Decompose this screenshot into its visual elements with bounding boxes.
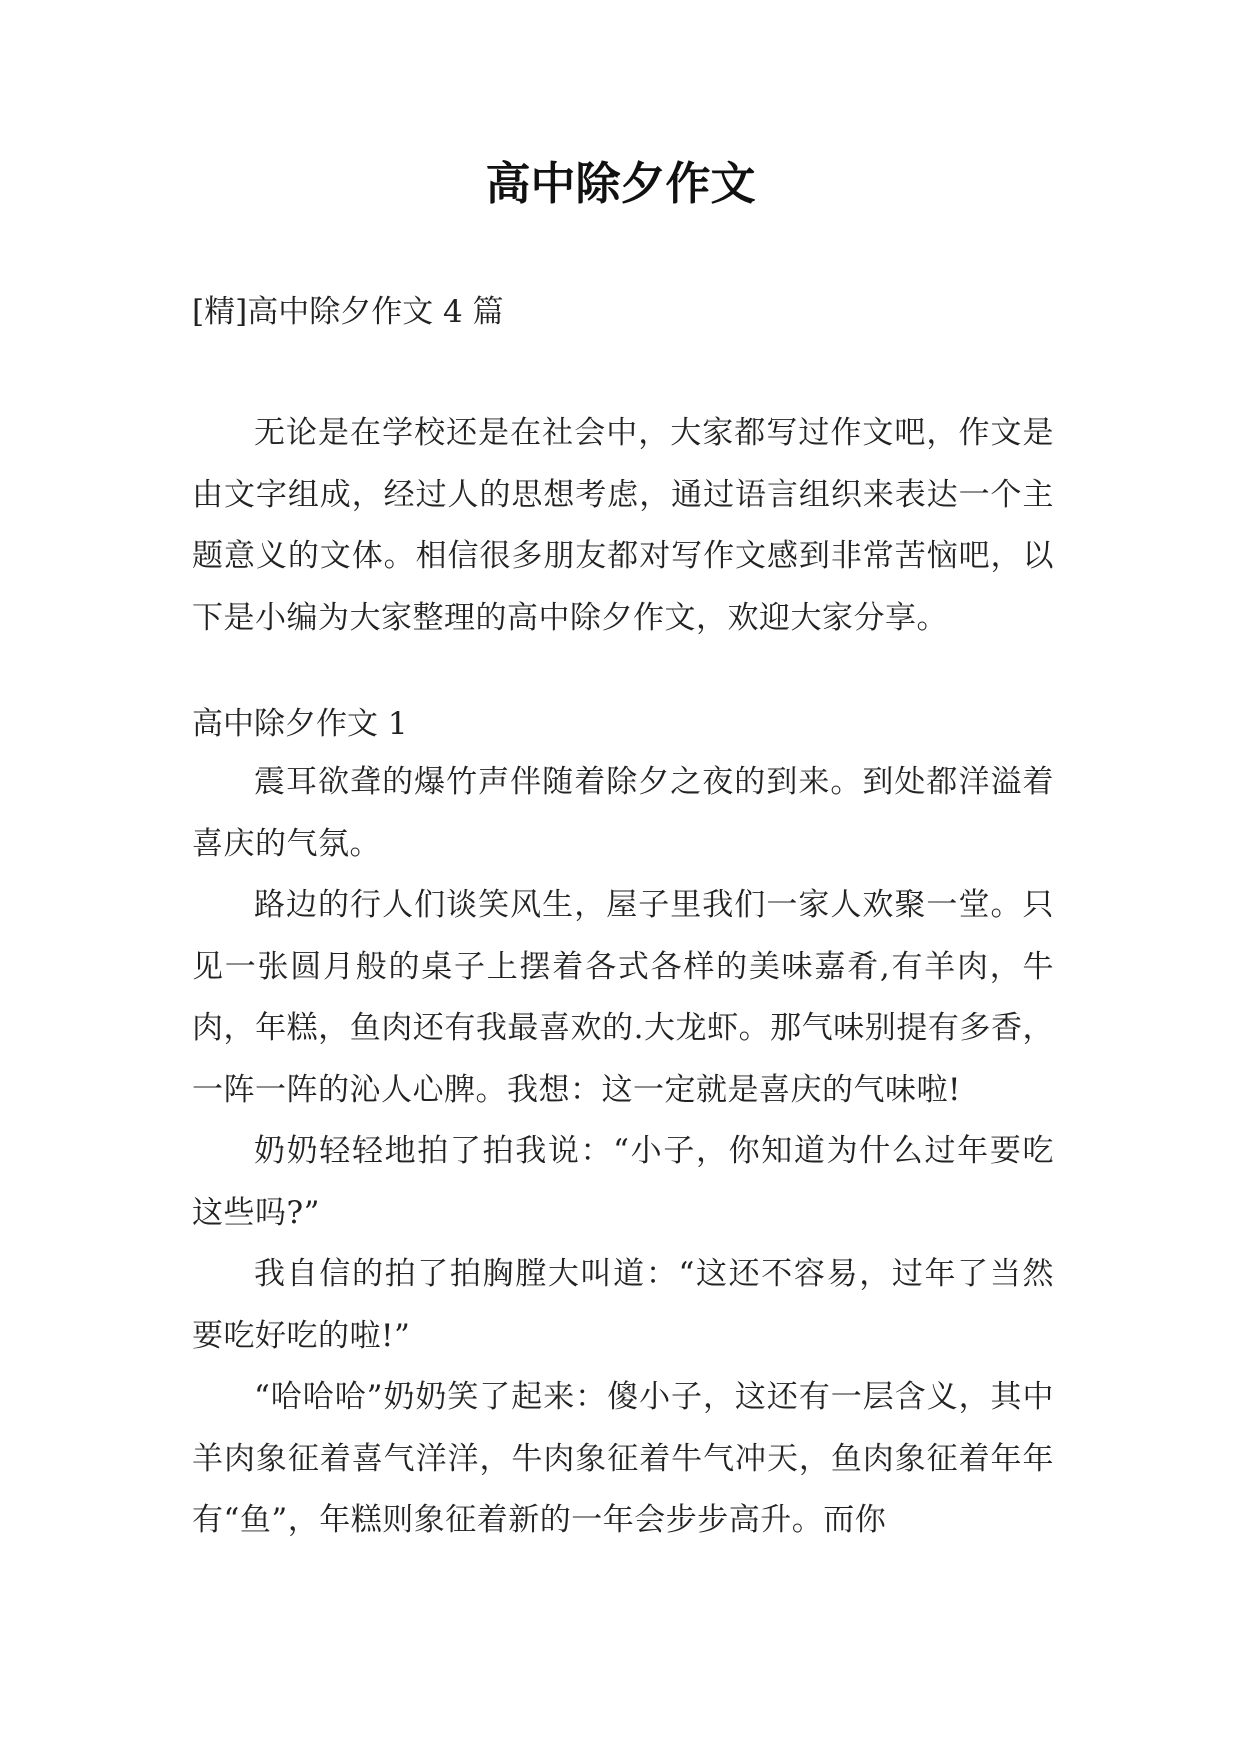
essay-paragraph: 奶奶轻轻地拍了拍我说：“小子，你知道为什么过年要吃这些吗?” [192,1133,1054,1231]
document-title: 高中除夕作文 [485,157,756,210]
essay-paragraph: 震耳欲聋的爆竹声伴随着除夕之夜的到来。到处都洋溢着喜庆的气氛。 [192,764,1054,862]
essay-paragraph: 路边的行人们谈笑风生，屋子里我们一家人欢聚一堂。只见一张圆月般的桌子上摆着各式各样的美味嘉肴,有羊肉，牛肉，年糕，鱼肉还有我最喜欢的.大龙虾。那气味别提有多香，一阵一阵的沁人心脾。我想：这一定就是喜庆的气味啦! [192,887,1054,1108]
section-title: 高中除夕作文 1 [192,706,408,742]
document-subtitle: [精]高中除夕作文 4 篇 [192,294,504,330]
essay-paragraph: 我自信的拍了拍胸膛大叫道：“这还不容易，过年了当然要吃好吃的啦!” [192,1256,1054,1354]
intro-paragraph: 无论是在学校还是在社会中，大家都写过作文吧，作文是由文字组成，经过人的思想考虑，通过语言组织来表达一个主题意义的文体。相信很多朋友都对写作文感到非常苦恼吧，以下是小编为大家整理的高中除夕作文，欢迎大家分享。 [192,415,1054,636]
essay-body [192,752,1054,1552]
essay-paragraph: “哈哈哈”奶奶笑了起来：傻小子，这还有一层含义，其中羊肉象征着喜气洋洋，牛肉象征着牛气冲天，鱼肉象征着年年有“鱼”，年糕则象征着新的一年会步步高升。而你 [192,1379,1054,1538]
